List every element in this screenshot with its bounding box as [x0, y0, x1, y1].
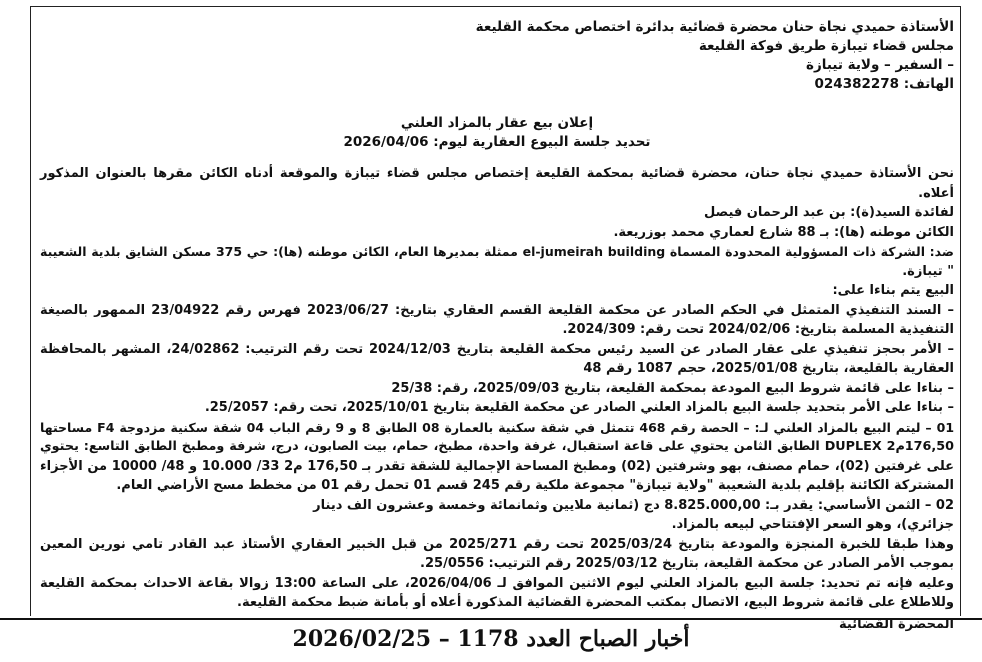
base-price: جزائري)، وهو السعر الإفتتاحي لبيعه بالمزاد.: [671, 517, 954, 532]
body-line: العقارية بالقليعة، بتاريخ 2025/01/08، حجم 1087 رقم 48: [583, 361, 954, 376]
property-description: المشتركة الكائنة بإقليم بلدية الشعيبة "ولاية تيبازة" مجموعة ملكية رقم 245 قسم 01 تحمل رقم 01 من مخطط مسح الأراضي العام.: [116, 478, 954, 493]
expertise-line: بموجب الأمر الصادر عن محكمة القليعة، بتاريخ 2025/03/12 رقم الترتيب: 25/0556.: [420, 556, 954, 571]
body-line: – بناءا على قائمة شروط البيع المودعة بمحكمة القليعة، بتاريخ 2025/09/03، رقم: 25/38: [391, 380, 954, 396]
property-description: 01 – ليتم البيع بالمزاد العلني لـ: – الحصة رقم 468 تتمثل في شقة سكنية بالعمارة 08 الطابق 8 و 9 رقم الباب 04 شقة سكنية مزدوجة F4 مساحتها: [40, 419, 955, 435]
body-line: التنفيذية المسلمة بتاريخ: 2024/02/06 تحت رقم: 2024/309.: [562, 322, 954, 337]
base-price: 02 – الثمن الأساسي: يقدر بـ: 8.825.000,00 دج (ثمانية ملايين وثمانمائة وخمسة وعشرون الف دينار: [313, 497, 954, 513]
body-line: نحن الأستاذة حميدي نجاة حنان، محضرة قضائية بمحكمة القليعة إختصاص مجلس قضاء تيبازة والموقعة أدناه الكائن مقرها بالعنوان المذكور: [40, 166, 954, 181]
property-description: على غرفتين (02)، حمام مصنف، بهو وشرفتين (02) ومطبخ المساحة الإجمالية للشقة تقدر بـ 176,50 م2 33/ 10.000 و 48/ 10000 من الأجزاء: [40, 458, 955, 474]
notice-body: [40, 164, 954, 634]
notice-title-block: [40, 114, 954, 152]
property-description: 176,50م2 DUPLEX الطابق الثامن يحتوي على قاعة استقبال، غرفة واحدة، مطبخ، حمام، بيت الصابون، درج، شرفة ومطبخ الطابق التاسع: يحتوي: [40, 439, 954, 454]
body-line: أعلاه.: [918, 185, 954, 201]
sale-basis-heading: البيع يتم بناءا على:: [832, 283, 954, 298]
header-line-3: – السفير – ولاية تيبازة: [806, 57, 954, 73]
session-line: وعليه فإنه تم تحديد: جلسة البيع بالمزاد العلني ليوم الاثنين الموافق لـ 2026/04/06، على الساعة 13:00 زوالا بقاعة الاحداث بمحكمة القليعة: [40, 575, 954, 591]
beneficiary-line: لفائدة السيد(ة): بن عبد الرحمان فيصل: [704, 205, 954, 220]
notice-title: إعلان بيع عقار بالمزاد العلني: [400, 115, 594, 131]
defendant-location: " تيبازة.: [902, 263, 954, 279]
beneficiary-address: الكائن موطنه (ها): بـ 88 شارع لعماري محمد بوزريعة.: [613, 224, 954, 240]
defendant-line: ضد: الشركة ذات المسؤولية المحدودة المسماة el-jumeirah building ممثلة بمديرها العام، الكائن موطنه (ها): حي 375 مسكن الشايق بلدية الشعيبة: [40, 244, 954, 259]
header-phone: الهاتف: 024382278: [814, 76, 954, 92]
expertise-line: وهذا طبقا للخبرة المنجزة والمودعة بتاريخ 2025/03/24 تحت رقم 2025/271 من قبل الخبير العقاري الأستاذ عبد القادر تامي نورين المعين: [40, 536, 955, 552]
signature: المحضرة القضائية: [839, 616, 954, 632]
header-line-1: الأستاذة حميدي نجاة حنان محضرة قضائية بدائرة اختصاص محكمة القليعة: [475, 19, 954, 35]
contact-line: وللاطلاع على قائمة شروط البيع، الاتصال بمكتب المحضرة القضائية المذكورة أعلاه أو بأمانة ضبط محكمة القليعة.: [237, 595, 954, 610]
newspaper-footer: أخبار الصباح العدد 1178 – 2026/02/25: [0, 618, 982, 662]
body-line: – السند التنفيذي المتمثل في الحكم الصادر عن محكمة القليعة القسم العقاري بتاريخ: 2023/06/27 فهرس رقم 23/04922 الممهور بالصيغة: [40, 302, 954, 318]
body-line: – بناءا على الأمر بتحديد جلسة البيع بالمزاد العلني الصادر عن محكمة القليعة بتاريخ 2025/10/01، تحت رقم: 25/2057.: [204, 400, 954, 415]
body-line: – الأمر بحجز تنفيذي على عقار الصادر عن السيد رئيس محكمة القليعة بتاريخ 2024/12/03 تحت رقم الترتيب: 24/02862، المشهر بالمحافظة: [40, 341, 954, 357]
notice-header: [476, 18, 954, 94]
notice-session-date: تحديد جلسة البيوع العقارية ليوم: 2026/04/06: [343, 134, 651, 150]
header-line-2: مجلس قضاء تيبازة طريق فوكة القليعة: [698, 38, 954, 54]
